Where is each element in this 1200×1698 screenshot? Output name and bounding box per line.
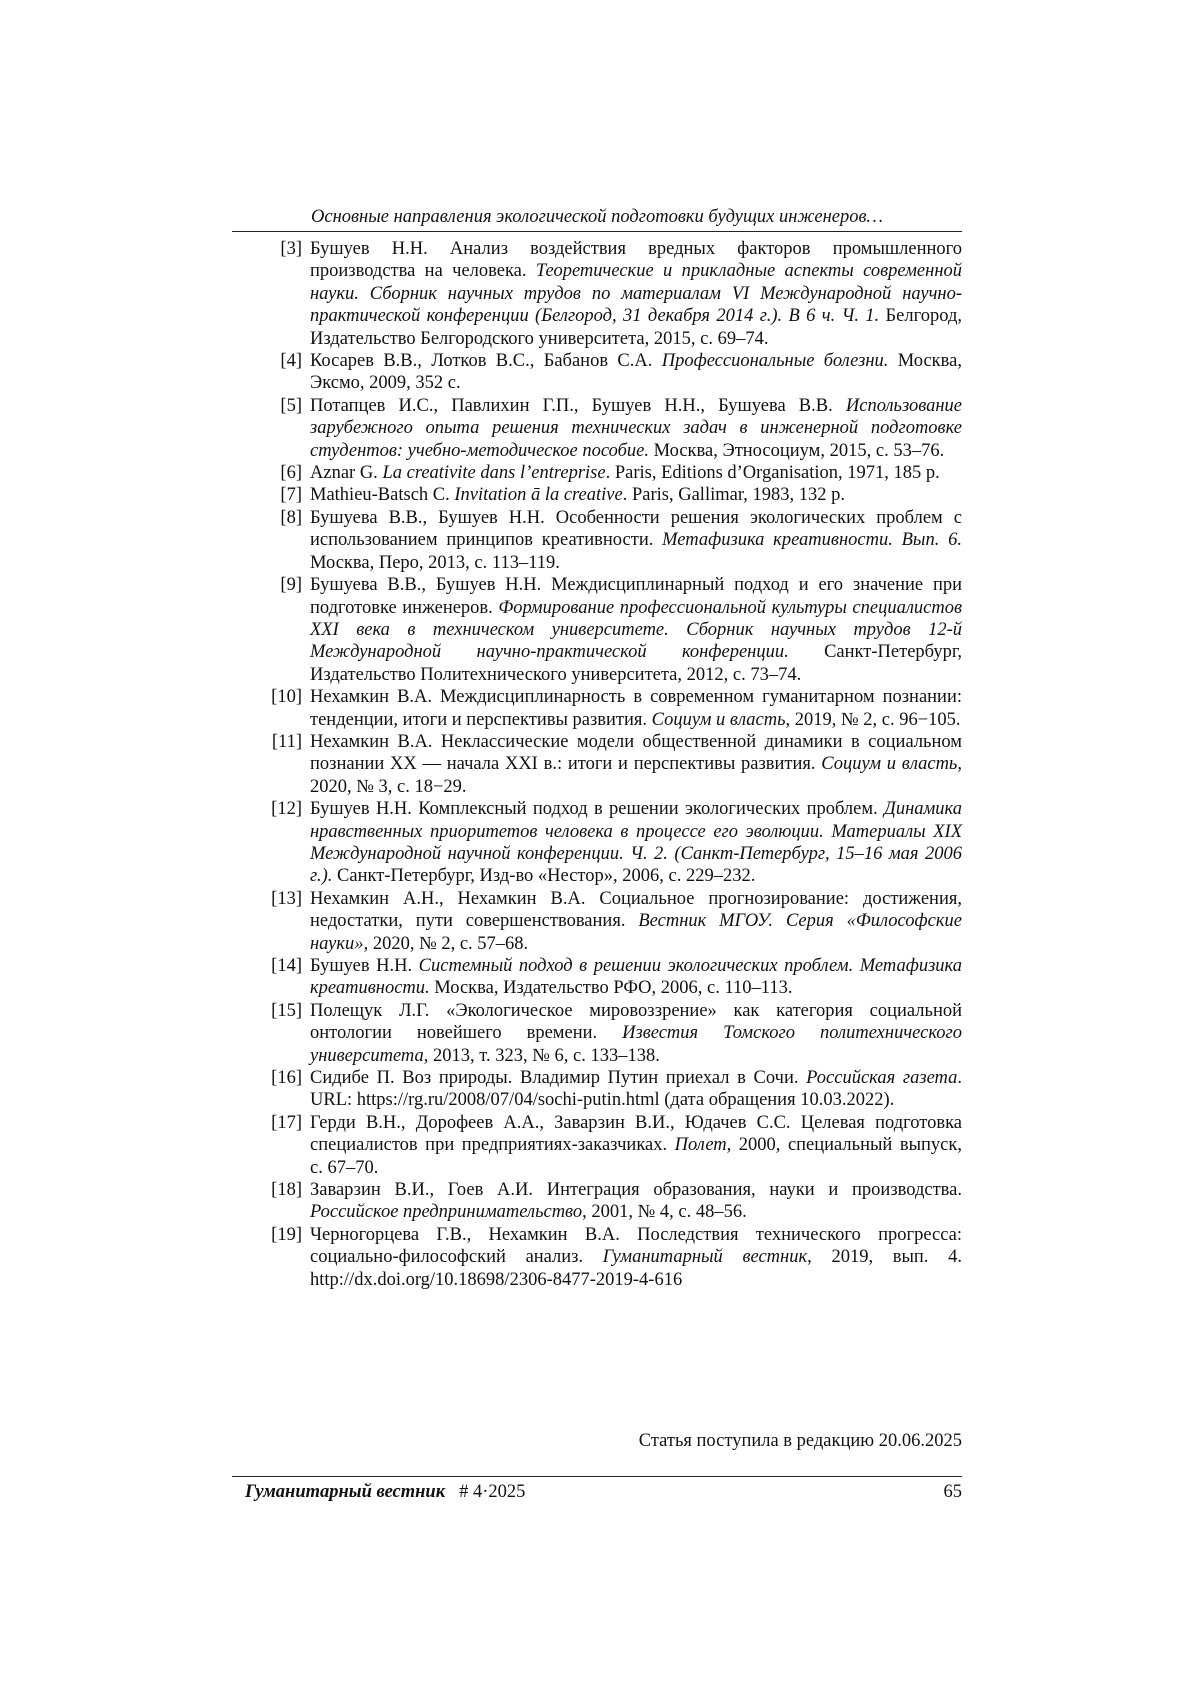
reference-text-part: Бушуев Н.Н. Анализ воздействия вредных факторов промышленного производства на человека. <box>310 239 962 282</box>
reference-item <box>258 1067 962 1112</box>
reference-text-part: Черногорцева Г.В., Нехамкин В.А. Последствия технического прогресса: социально-философский анализ. <box>310 1224 962 1268</box>
page-number: 65 <box>943 1482 962 1502</box>
reference-item <box>258 686 962 731</box>
reference-text-part: Герди В.Н., Дорофеев А.А., Заварзин В.И., Юдачев С.С. Целевая подготовка специалистов при предприятиях-заказчиках. <box>310 1112 962 1156</box>
reference-text-part: Санкт-Петербург, Издательство Политехнического университета, 2012, с. 73–74. <box>310 642 962 685</box>
reference-text-part: , 2000, специальный выпуск, с. 67–70. <box>310 1135 962 1178</box>
reference-text <box>310 888 962 955</box>
reference-number: [15] <box>271 1000 302 1021</box>
reference-source-title: Профессиональные болезни. <box>661 351 889 372</box>
reference-text-part: Нехамкин А.Н., Нехамкин В.А. Социальное прогнозирование: достижения, недостатки, пути совершенствования. <box>310 888 962 932</box>
journal-name: Гуманитарный вестник <box>245 1482 446 1502</box>
reference-item <box>258 798 962 888</box>
reference-text <box>310 462 962 484</box>
reference-text-part: Нехамкин В.А. Неклассические модели общественной динамики в социальном познании XX — начала XXI в.: итоги и перспективы развития. <box>310 731 962 775</box>
footer-rule <box>232 1476 962 1477</box>
received-date-note: Статья поступила в редакцию 20.06.2025 <box>638 1431 962 1451</box>
reference-text-part: Косарев В.В., Лотков В.С., Бабанов С.А. <box>310 351 662 372</box>
reference-source-title: Гуманитарный вестник <box>602 1247 808 1268</box>
reference-number: [17] <box>271 1112 302 1133</box>
reference-text-part: , 2020, № 2, с. 57–68. <box>363 933 529 954</box>
reference-number: [9] <box>280 575 302 596</box>
reference-text-part: Бушуева В.В., Бушуев Н.Н. Особенности решения экологических проблем с использованием принципов креативности. <box>310 507 962 551</box>
reference-item <box>258 1000 962 1067</box>
issue-number: # 4·2025 <box>459 1482 526 1502</box>
reference-text <box>310 686 962 731</box>
reference-text-part: , 2020, № 3, с. 18−29. <box>310 754 962 797</box>
reference-source-title: Invitation ā la creative <box>454 485 623 506</box>
reference-item <box>258 462 962 484</box>
reference-text-part: Aznar G. <box>310 463 383 484</box>
reference-number: [4] <box>280 351 302 372</box>
reference-source-title: Известия Томского политехнического университета <box>310 1023 962 1066</box>
reference-source-title: Динамика нравственных приоритетов человека в процессе его эволюции. Материалы XIX Международной научной конференции. Ч. 2. (Санкт-Петербург, 15–16 мая 2006 г.). <box>310 799 962 887</box>
header-rule <box>232 231 962 232</box>
reference-text-part: . Paris, Gallimar, 1983, 132 p. <box>622 485 845 506</box>
reference-source-title: Формирование профессиональной культуры специалистов XXI века в техническом университете. Сборник научных трудов 12-й Международной научно-практической конференции. <box>310 597 962 663</box>
reference-text-part: Полещук Л.Г. «Экологическое мировоззрение» как категория социальной онтологии новейшего времени. <box>310 1000 962 1044</box>
reference-number: [8] <box>280 507 302 528</box>
reference-text-part: Сидибе П. Воз природы. Владимир Путин приехал в Сочи. <box>310 1068 807 1089</box>
reference-source-title: Теоретические и прикладные аспекты современной науки. Сборник научных трудов по материалам VI Международной научно-практической конференции (Белгород, 31 декабря 2014 г.). В 6 ч. Ч. 1. <box>310 261 962 327</box>
reference-source-title: Полет <box>674 1135 727 1156</box>
reference-text-part: Москва, Эксмо, 2009, 352 с. <box>310 351 962 394</box>
reference-item <box>258 888 962 955</box>
reference-source-title: Метафизика креативности. Вып. 6. <box>662 530 962 551</box>
reference-text-part: Потапцев И.С., Павлихин Г.П., Бушуев Н.Н., Бушуева В.В. <box>310 395 846 416</box>
reference-source-title: Российское предпринимательство <box>310 1202 583 1223</box>
reference-text <box>310 798 962 888</box>
reference-number: [19] <box>271 1224 302 1245</box>
reference-text-part: Бушуев Н.Н. Комплексный подход в решении экологических проблем. <box>310 799 885 820</box>
reference-item <box>258 484 962 506</box>
reference-text <box>310 395 962 462</box>
reference-number: [6] <box>280 463 302 484</box>
reference-number: [14] <box>271 956 302 976</box>
reference-text <box>310 238 962 350</box>
reference-item <box>258 395 962 462</box>
reference-text-part: Бушуев Н.Н. <box>310 956 419 976</box>
reference-item <box>258 1224 962 1291</box>
reference-number: [10] <box>271 687 302 708</box>
reference-source-title: La creativite dans l’entreprise <box>382 463 606 484</box>
reference-text-part: Москва, Перо, 2013, с. 113–119. <box>310 552 560 573</box>
reference-text <box>310 1000 962 1067</box>
reference-text <box>310 350 962 395</box>
reference-number: [11] <box>271 731 302 752</box>
reference-text <box>310 507 962 574</box>
reference-list <box>258 238 962 1291</box>
page-footer <box>245 1480 962 1504</box>
reference-text-part: Mathieu-Batsch C. <box>310 485 455 506</box>
reference-item <box>258 574 962 686</box>
reference-item <box>258 1112 962 1179</box>
reference-source-title: Использование зарубежного опыта решения технических задач в инженерной подготовке студентов: учебно-методическое пособие. <box>310 395 962 461</box>
reference-number: [3] <box>280 239 302 259</box>
reference-source-title: Российская газета <box>806 1068 958 1089</box>
reference-number: [12] <box>271 799 302 820</box>
reference-text <box>310 1224 962 1291</box>
reference-source-title: Социум и власть <box>651 709 786 730</box>
reference-number: [16] <box>271 1068 302 1089</box>
reference-text-part: Бушуева В.В., Бушуев Н.Н. Междисциплинарный подход и его значение при подготовке инженеров. <box>310 575 962 618</box>
reference-text <box>310 731 962 798</box>
reference-text-part: Москва, Издательство РФО, 2006, с. 110–113. <box>429 978 793 999</box>
reference-text-part: Нехамкин В.А. Междисциплинарность в современном гуманитарном познании: тенденции, итоги и перспективы развития. <box>310 687 962 730</box>
reference-item <box>258 731 962 798</box>
reference-text-part: , 2019, № 2, с. 96−105. <box>785 709 961 730</box>
reference-text-part: Белгород, Издательство Белгородского университета, 2015, с. 69–74. <box>310 306 962 349</box>
reference-text-part: Санкт-Петербург, Изд-во «Нестор», 2006, с. 229–232. <box>332 866 756 887</box>
reference-text-part: , 2019, вып. 4. http://dx.doi.org/10.18698/2306-8477-2019-4-616 <box>310 1247 962 1290</box>
reference-number: [5] <box>280 395 302 416</box>
reference-text-part: . Paris, Editions d’Organisation, 1971, 185 p. <box>605 463 940 484</box>
reference-source-title: Социум и власть <box>821 754 958 775</box>
reference-text-part: Москва, Этносоциум, 2015, с. 53–76. <box>649 440 945 461</box>
reference-item <box>258 1179 962 1224</box>
running-title: Основные направления экологической подготовки будущих инженеров… <box>311 207 883 227</box>
reference-text <box>310 1112 962 1179</box>
reference-number: [18] <box>271 1180 302 1201</box>
reference-source-title: Системный подход в решении экологических проблем. Метафизика креативности. <box>310 956 962 999</box>
reference-number: [7] <box>280 485 302 506</box>
reference-text-part: . URL: https://rg.ru/2008/07/04/sochi-putin.html (дата обращения 10.03.2022). <box>310 1068 963 1111</box>
reference-text <box>310 955 962 1000</box>
reference-text <box>310 574 962 686</box>
reference-item <box>258 350 962 395</box>
reference-number: [13] <box>271 888 302 909</box>
reference-text-part: Заварзин В.И., Гоев А.И. Интеграция образования, науки и производства. <box>310 1180 962 1201</box>
reference-item <box>258 507 962 574</box>
reference-text-part: , 2001, № 4, с. 48–56. <box>582 1202 747 1223</box>
reference-text <box>310 1067 962 1112</box>
reference-item <box>258 955 962 1000</box>
reference-item <box>258 238 962 350</box>
reference-text <box>310 484 962 506</box>
reference-source-title: Вестник МГОУ. Серия «Философские науки» <box>310 911 962 954</box>
reference-text <box>310 1179 962 1224</box>
reference-text-part: , 2013, т. 323, № 6, с. 133–138. <box>423 1045 660 1066</box>
